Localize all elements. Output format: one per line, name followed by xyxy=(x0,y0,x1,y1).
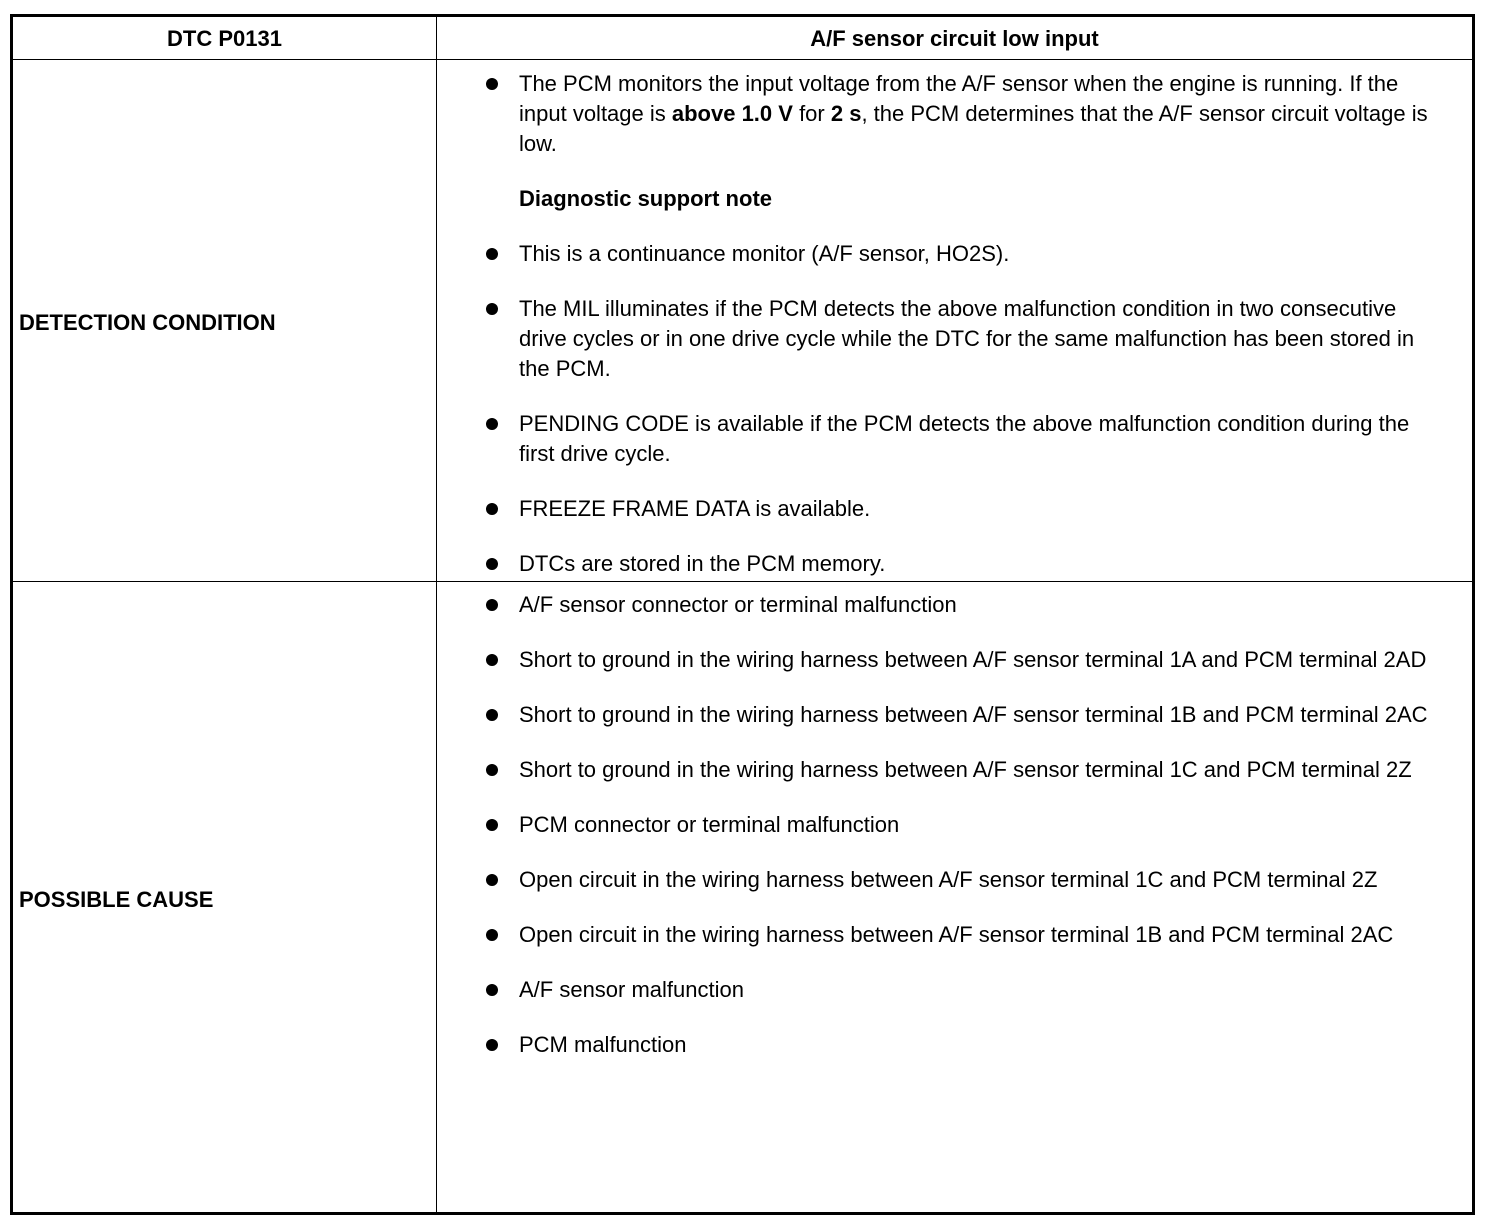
detection-condition-label: DETECTION CONDITION xyxy=(19,310,276,335)
list-item xyxy=(479,755,1439,785)
cause-text: PCM connector or terminal malfunction xyxy=(519,812,900,837)
list-item xyxy=(479,1030,1439,1060)
list-item xyxy=(479,69,1439,159)
bullet-icon xyxy=(486,248,498,260)
monitor-text-2: for xyxy=(792,101,831,126)
voltage-threshold: above 1.0 V xyxy=(671,101,793,126)
monitor-text-1: The PCM monitors the input voltage from the A/F sensor when the engine is running. If the input voltage is xyxy=(519,71,1399,126)
header-dtc-code: DTC P0131 xyxy=(167,26,282,51)
column-divider xyxy=(436,17,437,1212)
possible-cause-list xyxy=(479,590,1439,1085)
diagnostic-support-heading: Diagnostic support note xyxy=(519,186,772,211)
list-item xyxy=(479,590,1439,620)
bullet-icon xyxy=(486,599,498,611)
bullet-icon xyxy=(486,874,498,886)
header-divider xyxy=(13,59,1472,60)
bullet-icon xyxy=(486,558,498,570)
bullet-icon xyxy=(486,303,498,315)
list-item xyxy=(479,494,1439,524)
bullet-icon xyxy=(486,78,498,90)
list-item xyxy=(479,549,1439,579)
bullet-icon xyxy=(486,764,498,776)
list-item xyxy=(479,294,1439,384)
list-item xyxy=(479,645,1439,675)
cause-text: PCM malfunction xyxy=(519,1032,687,1057)
cause-text: Open circuit in the wiring harness between A/F sensor terminal 1B and PCM terminal 2AC xyxy=(519,922,1394,947)
list-item xyxy=(479,865,1439,895)
list-item xyxy=(479,409,1439,469)
cause-text: Open circuit in the wiring harness between A/F sensor terminal 1C and PCM terminal 2Z xyxy=(519,867,1378,892)
cause-text: A/F sensor connector or terminal malfunction xyxy=(519,592,957,617)
note-text: FREEZE FRAME DATA is available. xyxy=(519,496,871,521)
list-item xyxy=(479,239,1439,269)
header-dtc-title: A/F sensor circuit low input xyxy=(810,26,1099,51)
list-item xyxy=(479,920,1439,950)
bullet-icon xyxy=(486,709,498,721)
detection-condition-list xyxy=(479,69,1439,604)
duration-threshold: 2 s xyxy=(830,101,862,126)
cause-text: A/F sensor malfunction xyxy=(519,977,744,1002)
note-text: DTCs are stored in the PCM memory. xyxy=(519,551,886,576)
cause-text: Short to ground in the wiring harness between A/F sensor terminal 1C and PCM terminal 2Z xyxy=(519,757,1412,782)
cause-text: Short to ground in the wiring harness between A/F sensor terminal 1B and PCM terminal 2AC xyxy=(519,702,1428,727)
possible-cause-label: POSSIBLE CAUSE xyxy=(19,887,214,912)
note-text: This is a continuance monitor (A/F sensor, HO2S). xyxy=(519,241,1010,266)
list-item xyxy=(479,810,1439,840)
list-item xyxy=(479,700,1439,730)
bullet-icon xyxy=(486,1039,498,1051)
cause-text: Short to ground in the wiring harness between A/F sensor terminal 1A and PCM terminal 2AD xyxy=(519,647,1427,672)
monitor-text-3: , the PCM determines that the A/F sensor circuit voltage is low. xyxy=(519,101,1428,156)
bullet-icon xyxy=(486,819,498,831)
bullet-icon xyxy=(486,929,498,941)
note-text: The MIL illuminates if the PCM detects the above malfunction condition in two consecutive drive cycles or in one drive cycle while the DTC for the same malfunction has been stored in the PCM. xyxy=(519,296,1415,381)
dtc-table xyxy=(10,14,1475,1215)
list-item xyxy=(479,975,1439,1005)
bullet-icon xyxy=(486,984,498,996)
bullet-icon xyxy=(486,418,498,430)
note-text: PENDING CODE is available if the PCM detects the above malfunction condition during the first drive cycle. xyxy=(519,411,1410,466)
bullet-icon xyxy=(486,654,498,666)
bullet-icon xyxy=(486,503,498,515)
